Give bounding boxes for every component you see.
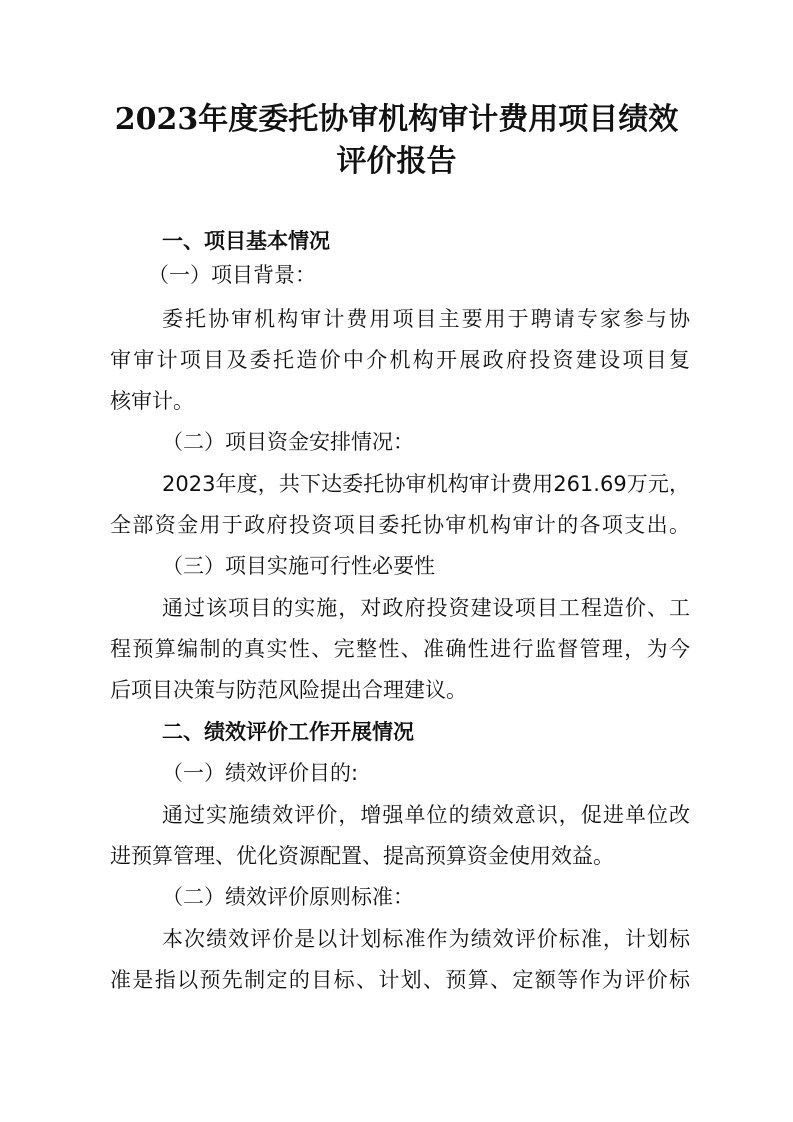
section-1-subheading-1: （一）项目背景： (148, 263, 316, 287)
section-1-paragraph-1-line-1: 委托协审机构审计费用项目主要用于聘请专家参与协 (162, 307, 690, 331)
section-1-heading: 一、项目基本情况 (162, 229, 330, 253)
section-2-paragraph-1-line-2: 进预算管理、优化资源配置、提高预算资金使用效益。 (110, 844, 614, 868)
section-2-subheading-1: （一）绩效评价目的: (162, 761, 359, 785)
section-2-paragraph-2-line-1: 本次绩效评价是以计划标准作为绩效评价标准，计划标 (162, 927, 690, 951)
section-1-paragraph-1-line-2: 审审计项目及委托造价中介机构开展政府投资建设项目复 (110, 348, 690, 372)
report-title-line-2: 评价报告 (336, 144, 457, 179)
section-2-subheading-2: （二）绩效评价原则标准： (162, 885, 414, 909)
section-1-paragraph-2-line-1: 2023年度，共下达委托协审机构审计费用261.69万元， (162, 472, 690, 496)
section-2-paragraph-2-line-2: 准是指以预先制定的目标、计划、预算、定额等作为评价标 (110, 968, 690, 992)
section-1-subheading-2: （二）项目资金安排情况： (162, 430, 414, 454)
section-1-paragraph-3-line-1: 通过该项目的实施，对政府投资建设项目工程造价、工 (162, 596, 690, 620)
section-2-heading: 二、绩效评价工作开展情况 (162, 720, 414, 744)
section-1-paragraph-2-line-2: 全部资金用于政府投资项目委托协审机构审计的各项支出。 (110, 513, 690, 537)
section-1-paragraph-3-line-2: 程预算编制的真实性、完整性、准确性进行监督管理，为今 (110, 637, 690, 661)
report-title-line-1: 2023年度委托协审机构审计费用项目绩效 (114, 102, 679, 137)
section-2-paragraph-1-line-1: 通过实施绩效评价，增强单位的绩效意识，促进单位改 (162, 803, 690, 827)
section-1-subheading-3: （三）项目实施可行性必要性 (162, 554, 435, 578)
section-1-paragraph-3-line-3: 后项目决策与防范风险提出合理建议。 (110, 678, 467, 702)
section-1-paragraph-1-line-3: 核审计。 (110, 389, 194, 413)
